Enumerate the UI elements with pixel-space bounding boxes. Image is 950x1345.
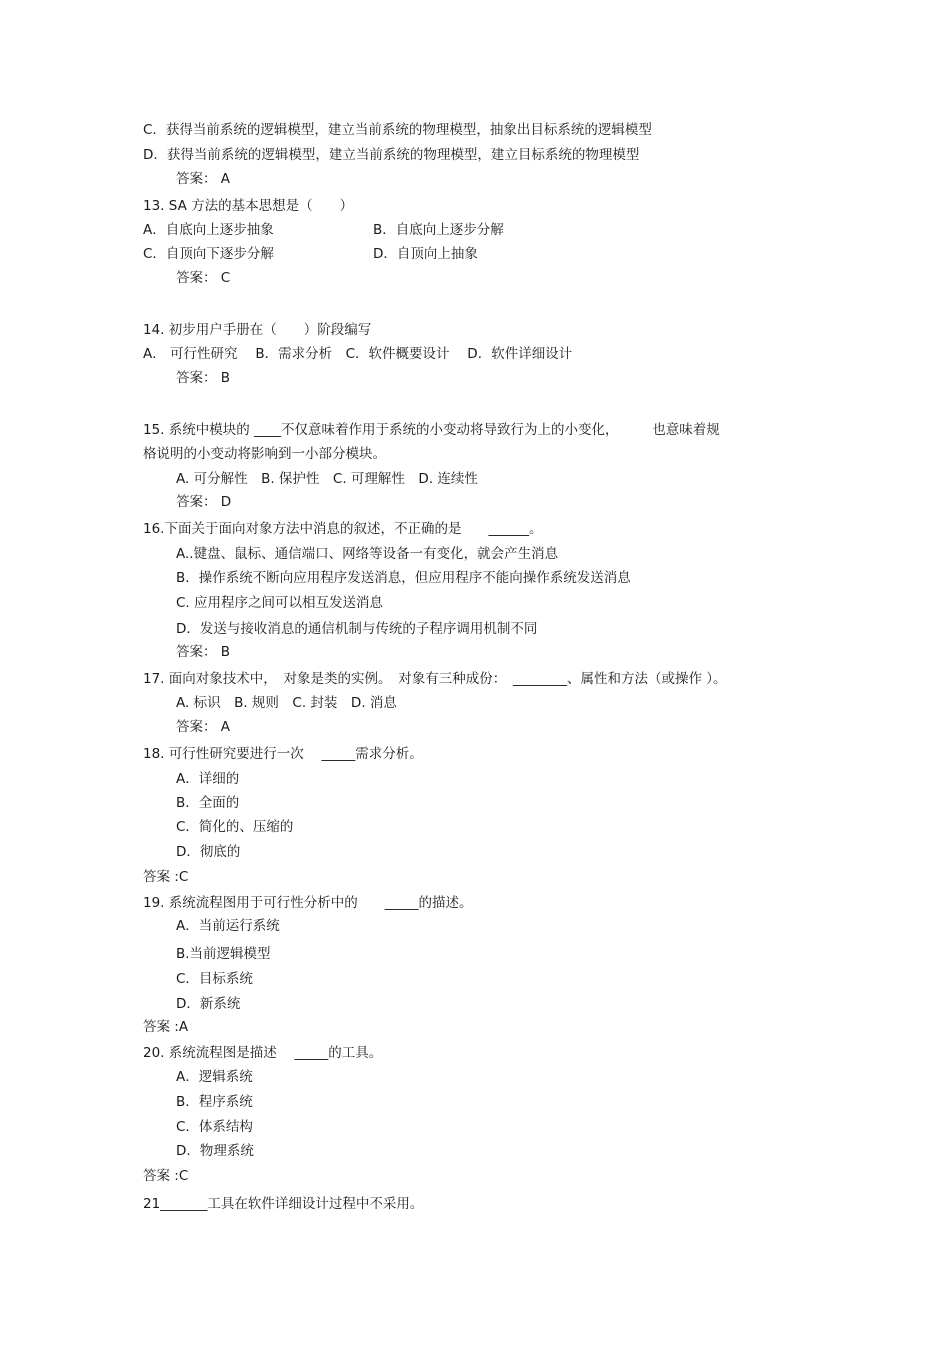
question-14: 14. 初步用户手册在（ ）阶段编写 — [143, 322, 372, 338]
option-text: C. 应用程序之间可以相互发送消息 — [176, 595, 384, 611]
option-text: D．自顶向上抽象 — [373, 246, 478, 262]
option-text: A．详细的 — [176, 771, 240, 787]
question-17: 17. 面向对象技术中， 对象是类的实例。 对象有三种成份： ________、属性和方法（或操作 ）。 — [143, 671, 727, 687]
answer-text: 答案 :C — [143, 1168, 189, 1184]
answer-text: 答案 :C — [143, 869, 189, 885]
option-text: A. 可分解性 B. 保护性 C. 可理解性 D. 连续性 — [176, 471, 478, 487]
answer-text: 答案： B — [176, 644, 231, 660]
option-text: C．简化的、压缩的 — [176, 819, 294, 835]
option-text: A． 可行性研究 B．需求分析 C．软件概要设计 D．软件详细设计 — [143, 346, 573, 362]
option-text: D．新系统 — [176, 996, 241, 1012]
option-text: D．物理系统 — [176, 1143, 254, 1159]
question-18: 18. 可行性研究要进行一次 _____需求分析。 — [143, 746, 423, 762]
question-15: 15. 系统中模块的 ____不仅意味着作用于系统的小变动将导致行为上的小变化， 也意味着规 — [143, 422, 720, 438]
answer-text: 答案： A — [176, 171, 231, 187]
answer-text: 答案： C — [176, 270, 231, 286]
option-text: C．自顶向下逐步分解 — [143, 246, 274, 262]
option-text: A．逻辑系统 — [176, 1069, 253, 1085]
option-text: A. 标识 B. 规则 C. 封装 D. 消息 — [176, 695, 397, 711]
question-19: 19. 系统流程图用于可行性分析中的 _____的描述。 — [143, 895, 473, 911]
option-text: C．体系结构 — [176, 1119, 253, 1135]
option-text: B．操作系统不断向应用程序发送消息，但应用程序不能向操作系统发送消息 — [176, 570, 631, 586]
option-text: A．自底向上逐步抽象 — [143, 222, 274, 238]
answer-text: 答案： D — [176, 494, 232, 510]
option-text: D．获得当前系统的逻辑模型，建立当前系统的物理模型，建立目标系统的物理模型 — [143, 147, 640, 163]
option-text: D．彻底的 — [176, 844, 241, 860]
option-text: B．程序系统 — [176, 1094, 253, 1110]
answer-text: 答案 :A — [143, 1019, 189, 1035]
option-text: D．发送与接收消息的通信机制与传统的子程序调用机制不同 — [176, 621, 538, 637]
option-text: A..键盘、鼠标、通信端口、网络等设备一有变化，就会产生消息 — [176, 546, 559, 562]
option-text: B．自底向上逐步分解 — [373, 222, 504, 238]
option-text: C．获得当前系统的逻辑模型，建立当前系统的物理模型，抽象出目标系统的逻辑模型 — [143, 122, 652, 138]
option-text: B．全面的 — [176, 795, 240, 811]
question-20: 20. 系统流程图是描述 _____的工具。 — [143, 1045, 383, 1061]
answer-text: 答案： A — [176, 719, 231, 735]
question-16: 16.下面关于面向对象方法中消息的叙述，不正确的是 ______。 — [143, 521, 543, 537]
question-15-cont: 格说明的小变动将影响到一小部分模块。 — [143, 446, 386, 462]
question-13: 13. SA 方法的基本思想是（ ） — [143, 198, 354, 214]
answer-text: 答案： B — [176, 370, 231, 386]
option-text: C．目标系统 — [176, 971, 253, 987]
option-text: B.当前逻辑模型 — [176, 946, 271, 962]
option-text: A．当前运行系统 — [176, 918, 280, 934]
question-21: 21_______工具在软件详细设计过程中不采用。 — [143, 1196, 424, 1212]
